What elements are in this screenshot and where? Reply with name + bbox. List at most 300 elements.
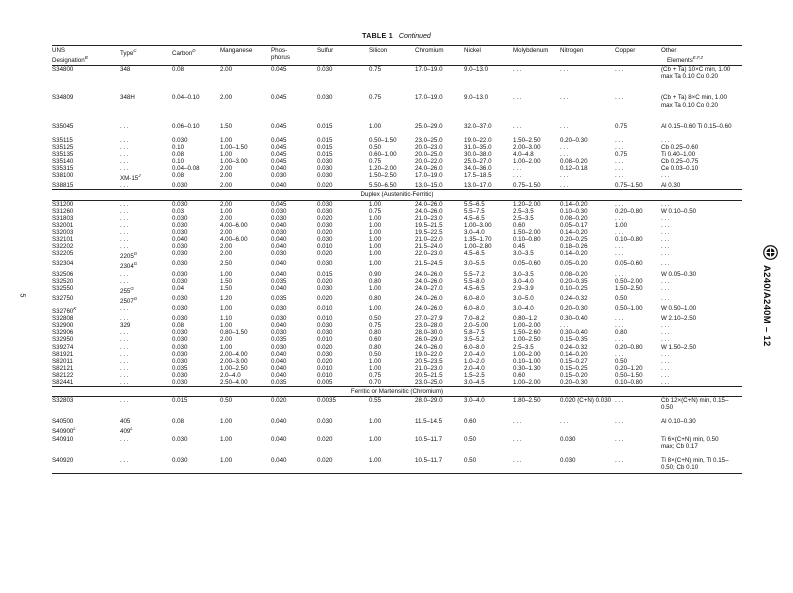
table-cell: 0.10–0.25: [560, 284, 588, 292]
table-cell: S38815: [52, 182, 74, 190]
table-cell: S32304: [52, 260, 74, 268]
table-row: [52, 229, 742, 236]
table-row: [52, 144, 742, 151]
table-cell: 2.00: [220, 243, 233, 251]
table-cell: 0.030: [172, 336, 188, 344]
table-cell: 27.0–27.9: [415, 315, 443, 323]
table-cell: . . .: [120, 397, 129, 405]
table-cell: . . .: [120, 165, 129, 173]
table-cell: 4.5–6.5: [464, 214, 485, 222]
table-cell: W 0.10–0.50: [661, 207, 697, 215]
column-header: Copper: [615, 46, 661, 66]
table-cell: 3.0–5.5: [464, 260, 485, 268]
table-cell: . . .: [661, 379, 670, 386]
table-cell: 3.0–4.0: [464, 228, 485, 236]
table-row: [52, 182, 742, 190]
table-row: [52, 236, 742, 243]
table-cell: 24.0–26.0: [415, 200, 443, 208]
table-cell: 0.10–1.00: [513, 357, 541, 365]
table-cell: S82121: [52, 364, 74, 372]
table-cell: S40500: [52, 418, 74, 426]
table-cell: 0.040: [271, 221, 287, 229]
table-cell: 0.005: [317, 379, 333, 386]
table-cell: 0.10–0.80: [513, 236, 541, 243]
table-cell: 0.08–0.20: [560, 270, 588, 278]
table-cell: 348H: [120, 94, 135, 102]
table-cell: . . .: [560, 143, 569, 151]
table-cell: 0.08: [172, 322, 185, 330]
table-cell: . . .: [120, 270, 129, 278]
table-cell: S32900: [52, 322, 74, 330]
table-cell: 0.20–0.25: [560, 236, 588, 243]
table-cell: 1.00–3.00: [220, 158, 248, 165]
table-cell: 24.0–26.0: [415, 343, 443, 351]
table-row: [52, 260, 742, 270]
table-cell: [415, 425, 464, 435]
table-cell: S82122: [52, 371, 74, 379]
table-cell: 0.04–0.08: [172, 165, 200, 173]
table-cell: . . .: [560, 66, 569, 74]
table-cell: . . .: [661, 357, 670, 365]
table-cell: 0.020: [317, 182, 333, 190]
table-cell: . . .: [615, 228, 624, 236]
table-cell: 1.00: [369, 364, 382, 372]
table-cell: . . .: [615, 350, 624, 358]
table-cell: S35125: [52, 143, 74, 151]
table-cell: 0.30–1.30: [513, 364, 541, 372]
column-header: Carbon$^D$: [172, 46, 220, 66]
table-title-label: TABLE 1: [362, 33, 393, 40]
table-cell: 0.030: [172, 214, 188, 222]
table-cell: 1.50–2.50: [513, 136, 541, 144]
table-cell: 0.60: [369, 336, 382, 344]
table-cell: 0.035: [271, 336, 287, 344]
column-header: UNS Designation$^B$: [52, 46, 120, 66]
table-cell: 4.00–6.00: [220, 236, 248, 243]
table-cell: 4.00–6.00: [220, 221, 248, 229]
table-cell: 0.030: [560, 435, 576, 443]
table-cell: 1.00: [220, 207, 233, 215]
table-cell: 0.040: [271, 350, 287, 358]
table-cell: 0.040: [271, 364, 287, 372]
table-row: [52, 358, 742, 365]
table-cell: 0.015: [317, 143, 333, 151]
table-cell: 0.045: [271, 66, 287, 74]
table-cell: 24.0–26.0: [415, 165, 443, 173]
table-cell: 3.0–4.0: [513, 305, 534, 312]
table-title: [0, 33, 793, 40]
section-title: Ferritic or Martensitic (Chromium): [52, 387, 742, 397]
table-cell: 0.030: [172, 456, 188, 464]
table-cell: 0.030: [172, 435, 188, 443]
table-cell: S32550: [52, 284, 74, 292]
table-cell: 1.0–2.0: [464, 357, 485, 365]
table-cell: 0.24–0.32: [560, 294, 588, 302]
table-cell: 0.030: [317, 350, 333, 358]
table-cell: 0.045: [271, 150, 287, 158]
table-cell: 0.030: [317, 172, 333, 180]
table-row: [52, 200, 742, 208]
table-cell: 0.030: [271, 329, 287, 337]
table-cell: 17.5–18.5: [464, 172, 492, 180]
table-row: [52, 295, 742, 305]
table-cell: 1.00–3.00: [464, 221, 492, 229]
table-row: [52, 278, 742, 285]
table-row: [52, 315, 742, 322]
table-cell: S34809: [52, 94, 74, 102]
table-cell: 3.0–4.5: [464, 379, 485, 386]
table-cell: 0.05–0.17: [560, 221, 588, 229]
table-cell: 1.35–1.70: [464, 236, 492, 243]
table-cell: 2.5–3.5: [513, 343, 534, 351]
table-cell: 23.0–28.0: [415, 322, 443, 330]
table-row: [52, 250, 742, 260]
table-cell: 0.06–0.10: [172, 122, 200, 130]
table-cell: 0.045: [271, 136, 287, 144]
table-cell: 0.030: [560, 456, 576, 464]
table-cell: 0.50: [369, 350, 382, 358]
table-cell: . . .: [615, 136, 624, 144]
table-cell: Al 0.30: [661, 182, 681, 190]
table-cell: 0.030: [317, 221, 333, 229]
table-cell: 0.60: [513, 221, 526, 229]
table-cell: Ti 8×(C+N) min, Ti 0.15–0.50; Cb 0.10: [661, 456, 729, 471]
table-cell: 0.20–0.35: [560, 277, 588, 285]
table-cell: 1.20–2.00: [513, 200, 541, 208]
table-cell: . . .: [615, 143, 624, 151]
table-cell: 0.30–0.40: [560, 329, 588, 337]
table-cell: 1.00: [220, 435, 233, 443]
table-cell: $255^G$: [120, 285, 134, 295]
table-cell: 1.00–2.00: [513, 350, 541, 358]
table-cell: 0.18–0.26: [560, 243, 588, 251]
table-cell: 2.00: [220, 94, 233, 102]
table-cell: (Cb + Ta) 10×C min, 1.00 max Ta 0.10 Co 0.20: [661, 66, 731, 81]
table-cell: 0.030: [271, 207, 287, 215]
table-cell: 0.040: [271, 284, 287, 292]
table-cell: 1.00–2.00: [513, 158, 541, 165]
table-cell: . . .: [615, 200, 624, 208]
table-cell: W 2.10–2.50: [661, 315, 697, 323]
table-cell: 1.00: [369, 435, 382, 443]
table-cell: S32506: [52, 270, 74, 278]
table-cell: S38100: [52, 172, 74, 180]
table-cell: . . .: [661, 200, 670, 208]
table-cell: 2.0–4.0: [464, 364, 485, 372]
table-cell: 4.0–4.8: [513, 150, 534, 158]
table-row: [52, 158, 742, 165]
table-cell: . . .: [615, 214, 624, 222]
table-cell: 28.0–30.0: [415, 329, 443, 337]
table-cell: 0.15–0.27: [560, 357, 588, 365]
table-cell: 0.030: [271, 305, 287, 312]
table-cell: . . .: [615, 336, 624, 344]
table-cell: . . .: [120, 343, 129, 351]
column-header: Manganese: [220, 46, 271, 66]
table-cell: 2.50–4.00: [220, 379, 248, 386]
table-cell: 1.00: [220, 456, 233, 464]
table-cell: 0.030: [317, 284, 333, 292]
table-cell: 1.00: [615, 221, 628, 229]
table-cell: 0.015: [317, 136, 333, 144]
table-cell: 3.0–3.5: [513, 270, 534, 278]
table-row: [52, 165, 742, 172]
table-cell: 1.00: [369, 200, 382, 208]
table-row: [52, 379, 742, 387]
table-cell: 2.0–5.00: [464, 322, 489, 330]
table-cell: S82011: [52, 357, 73, 365]
table-cell: 4.5–6.5: [464, 284, 485, 292]
section-header: [52, 387, 742, 397]
table-cell: $2205^G$: [120, 251, 138, 261]
table-cell: 0.10–0.30: [560, 207, 588, 215]
table-cell: 2.00–4.00: [220, 350, 248, 358]
table-cell: 0.80: [369, 329, 382, 337]
table-cell: . . .: [120, 228, 129, 236]
table-cell: 0.020: [317, 250, 333, 258]
table-cell: 0.75–1.50: [513, 182, 541, 190]
table-row: [52, 351, 742, 358]
table-cell: 6.0–8.0: [464, 305, 485, 312]
table-cell: S32205: [52, 250, 74, 258]
table-cell: Cb 0.25–0.60: [661, 143, 699, 151]
table-cell: 2.00: [220, 214, 233, 222]
table-cell: . . .: [513, 172, 522, 180]
table-cell: . . .: [513, 66, 522, 74]
table-row: [52, 123, 742, 130]
table-cell: 0.030: [172, 200, 188, 208]
table-cell: 25.0–29.0: [415, 122, 443, 130]
table-cell: 0.030: [172, 305, 188, 312]
table-cell: . . .: [661, 236, 670, 243]
table-row: [52, 94, 742, 108]
table-cell: 31.0–35.0: [464, 143, 492, 151]
table-cell: 0.040: [271, 270, 287, 278]
table-cell: 0.15–0.35: [560, 336, 588, 344]
astm-logo-icon: [763, 245, 778, 260]
table-cell: 0.010: [317, 364, 333, 372]
column-header: Molybdenum: [513, 46, 560, 66]
table-cell: 0.50: [464, 456, 477, 464]
table-cell: $409^L$: [120, 426, 133, 436]
table-cell: 0.030: [172, 228, 188, 236]
table-cell: . . .: [513, 165, 522, 173]
table-cell: 2.5–3.5: [513, 207, 534, 215]
table-cell: 1.5–2.5: [464, 371, 485, 379]
table-cell: 0.015: [317, 122, 333, 130]
table-cell: 1.80–2.50: [513, 397, 541, 405]
table-cell: 0.08–0.20: [560, 158, 588, 165]
table-cell: 0.80: [369, 277, 382, 285]
table-cell: 2.00: [220, 250, 233, 258]
table-cell: S32750: [52, 294, 74, 302]
table-cell: W 1.50–2.50: [661, 343, 697, 351]
table-cell: 0.08: [172, 418, 185, 426]
table-cell: 0.030: [317, 94, 333, 102]
table-cell: S32202: [52, 243, 74, 251]
table-cell: 1.00: [369, 418, 382, 426]
table-row: [52, 372, 742, 379]
table-cell: . . .: [661, 136, 670, 144]
table-row: [52, 215, 742, 222]
column-header: Phos- phorus: [271, 46, 317, 66]
table-cell: 0.75: [369, 66, 382, 74]
table-cell: . . .: [615, 322, 624, 330]
table-cell: . . .: [661, 228, 670, 236]
table-cell: 0.030: [317, 207, 333, 215]
table-cell: 1.00: [369, 236, 382, 243]
table-cell: 0.50: [464, 435, 477, 443]
table-cell: 0.030: [317, 236, 333, 243]
table-cell: 0.045: [271, 94, 287, 102]
table-cell: . . .: [615, 315, 624, 323]
table-cell: . . .: [120, 435, 129, 443]
table-cell: 2.00: [220, 172, 233, 180]
table-cell: 0.80: [615, 329, 628, 337]
table-cell: . . .: [560, 150, 569, 158]
column-header: Other Elements$^{E,F,2}$: [661, 46, 742, 66]
table-row: [52, 172, 742, 182]
table-cell: . . .: [615, 250, 624, 258]
table-cell: 2.9–3.9: [513, 284, 534, 292]
table-cell: S32808: [52, 315, 74, 323]
table-cell: S40910: [52, 435, 74, 443]
table-cell: 0.030: [317, 329, 333, 337]
table-cell: . . .: [615, 243, 624, 251]
table-cell: S35115: [52, 136, 73, 144]
table-cell: 1.00–2.80: [464, 243, 492, 251]
table-cell: 1.00: [369, 357, 382, 365]
table-cell: 1.00: [220, 418, 233, 426]
table-cell: 1.00: [369, 214, 382, 222]
table-cell: 1.00: [220, 305, 233, 312]
table-row: [52, 271, 742, 278]
table-cell: 0.10: [172, 158, 185, 165]
table-cell: . . .: [120, 456, 129, 464]
table-cell: 0.030: [317, 158, 333, 165]
table-cell: 0.20–1.20: [615, 364, 643, 372]
table-cell: 0.045: [271, 143, 287, 151]
table-cell: $XM-15^J$: [120, 173, 141, 183]
table-cell: 32.0–37.0: [464, 122, 492, 130]
table-cell: 1.00: [369, 305, 382, 312]
table-cell: . . .: [120, 236, 129, 243]
table-cell: 25.0–27.0: [464, 158, 492, 165]
table-cell: 11.5–14.5: [415, 418, 443, 426]
table-cell: (Cb + Ta) 8×C min, 1.00 max Ta 0.10 Co 0.20: [661, 94, 727, 109]
table-cell: S31803: [52, 214, 74, 222]
table-cell: . . .: [661, 221, 670, 229]
table-cell: 0.040: [271, 322, 287, 330]
section-header: [52, 190, 742, 200]
table-cell: 1.00: [369, 456, 382, 464]
table-cell: 0.035: [271, 294, 287, 302]
table-cell: . . .: [120, 207, 129, 215]
table-cell: 2.00–3.00: [513, 143, 541, 151]
table-cell: 17.0–19.0: [415, 94, 443, 102]
table-cell: . . .: [513, 94, 522, 102]
table-cell: 21.5–24.0: [415, 243, 443, 251]
table-cell: 24.0–26.0: [415, 277, 443, 285]
table-cell: 1.00: [369, 260, 382, 268]
table-row: [52, 425, 742, 435]
table-cell: S81921: [52, 350, 74, 358]
table-cell: 3.0–5.0: [513, 294, 534, 302]
table-cell: . . .: [120, 243, 129, 251]
table-cell: . . .: [661, 294, 670, 302]
table-cell: 0.020: [317, 228, 333, 236]
table-cell: 1.10: [220, 315, 233, 323]
table-cell: 1.00: [369, 221, 382, 229]
table-cell: . . .: [120, 200, 129, 208]
table-cell: 0.55: [369, 397, 382, 405]
table-cell: 1.00: [369, 243, 382, 251]
table-cell: 0.030: [271, 250, 287, 258]
table-cell: 0.030: [317, 200, 333, 208]
table-cell: Ti 6×(C+N) min, 0.50 max; Cb 0.17: [661, 435, 719, 450]
table-cell: . . .: [560, 94, 569, 102]
table-cell: . . .: [615, 66, 624, 74]
table-row: [52, 222, 742, 229]
table-cell: 4.5–6.5: [464, 250, 485, 258]
table-cell: . . .: [661, 243, 670, 251]
table-cell: 0.030: [271, 343, 287, 351]
column-header: Silicon: [369, 46, 415, 66]
table-cell: 2.00: [220, 66, 233, 74]
table-cell: 17.0–19.0: [415, 66, 443, 74]
table-cell: 0.50: [369, 143, 382, 151]
table-cell: 24.0–27.0: [415, 284, 443, 292]
table-cell: 0.020: [317, 456, 333, 464]
table-cell: . . .: [120, 305, 129, 312]
table-row: [52, 137, 742, 144]
table-cell: 0.45: [513, 243, 526, 251]
table-cell: 19.0–22.0: [464, 136, 492, 144]
table-cell: 0.75: [615, 150, 628, 158]
table-cell: 5.8–7.5: [464, 329, 485, 337]
table-cell: 1.00: [220, 270, 233, 278]
table-cell: S32520: [52, 277, 74, 285]
table-row: [52, 285, 742, 295]
table-cell: . . .: [661, 350, 670, 358]
table-cell: Cb 0.25–0.75: [661, 158, 699, 165]
table-cell: 21.0–22.0: [415, 236, 443, 243]
table-cell: 0.030: [172, 315, 188, 323]
table-cell: . . .: [615, 270, 624, 278]
table-cell: . . .: [120, 150, 129, 158]
table-cell: 0.60–1.00: [369, 150, 397, 158]
table-cell: . . .: [120, 371, 129, 379]
table-cell: 0.10–0.80: [615, 379, 643, 386]
table-cell: 0.035: [271, 379, 287, 386]
table-cell: S31260: [52, 207, 74, 215]
table-row: [52, 336, 742, 343]
table-cell: 0.50: [615, 294, 628, 302]
designation-sidebar: [762, 245, 782, 415]
table-cell: . . .: [661, 250, 670, 258]
table-cell: [513, 425, 560, 435]
table-cell: . . .: [560, 182, 569, 190]
table-cell: 0.020: [317, 357, 333, 365]
table-cell: . . .: [661, 336, 670, 344]
table-title-continued: Continued: [398, 33, 431, 40]
table-row: [52, 457, 742, 471]
table-cell: . . .: [513, 456, 522, 464]
table-cell: [172, 425, 220, 435]
table-cell: 0.020: [317, 214, 333, 222]
table-cell: 0.045: [271, 122, 287, 130]
table-cell: 0.50: [615, 357, 628, 365]
